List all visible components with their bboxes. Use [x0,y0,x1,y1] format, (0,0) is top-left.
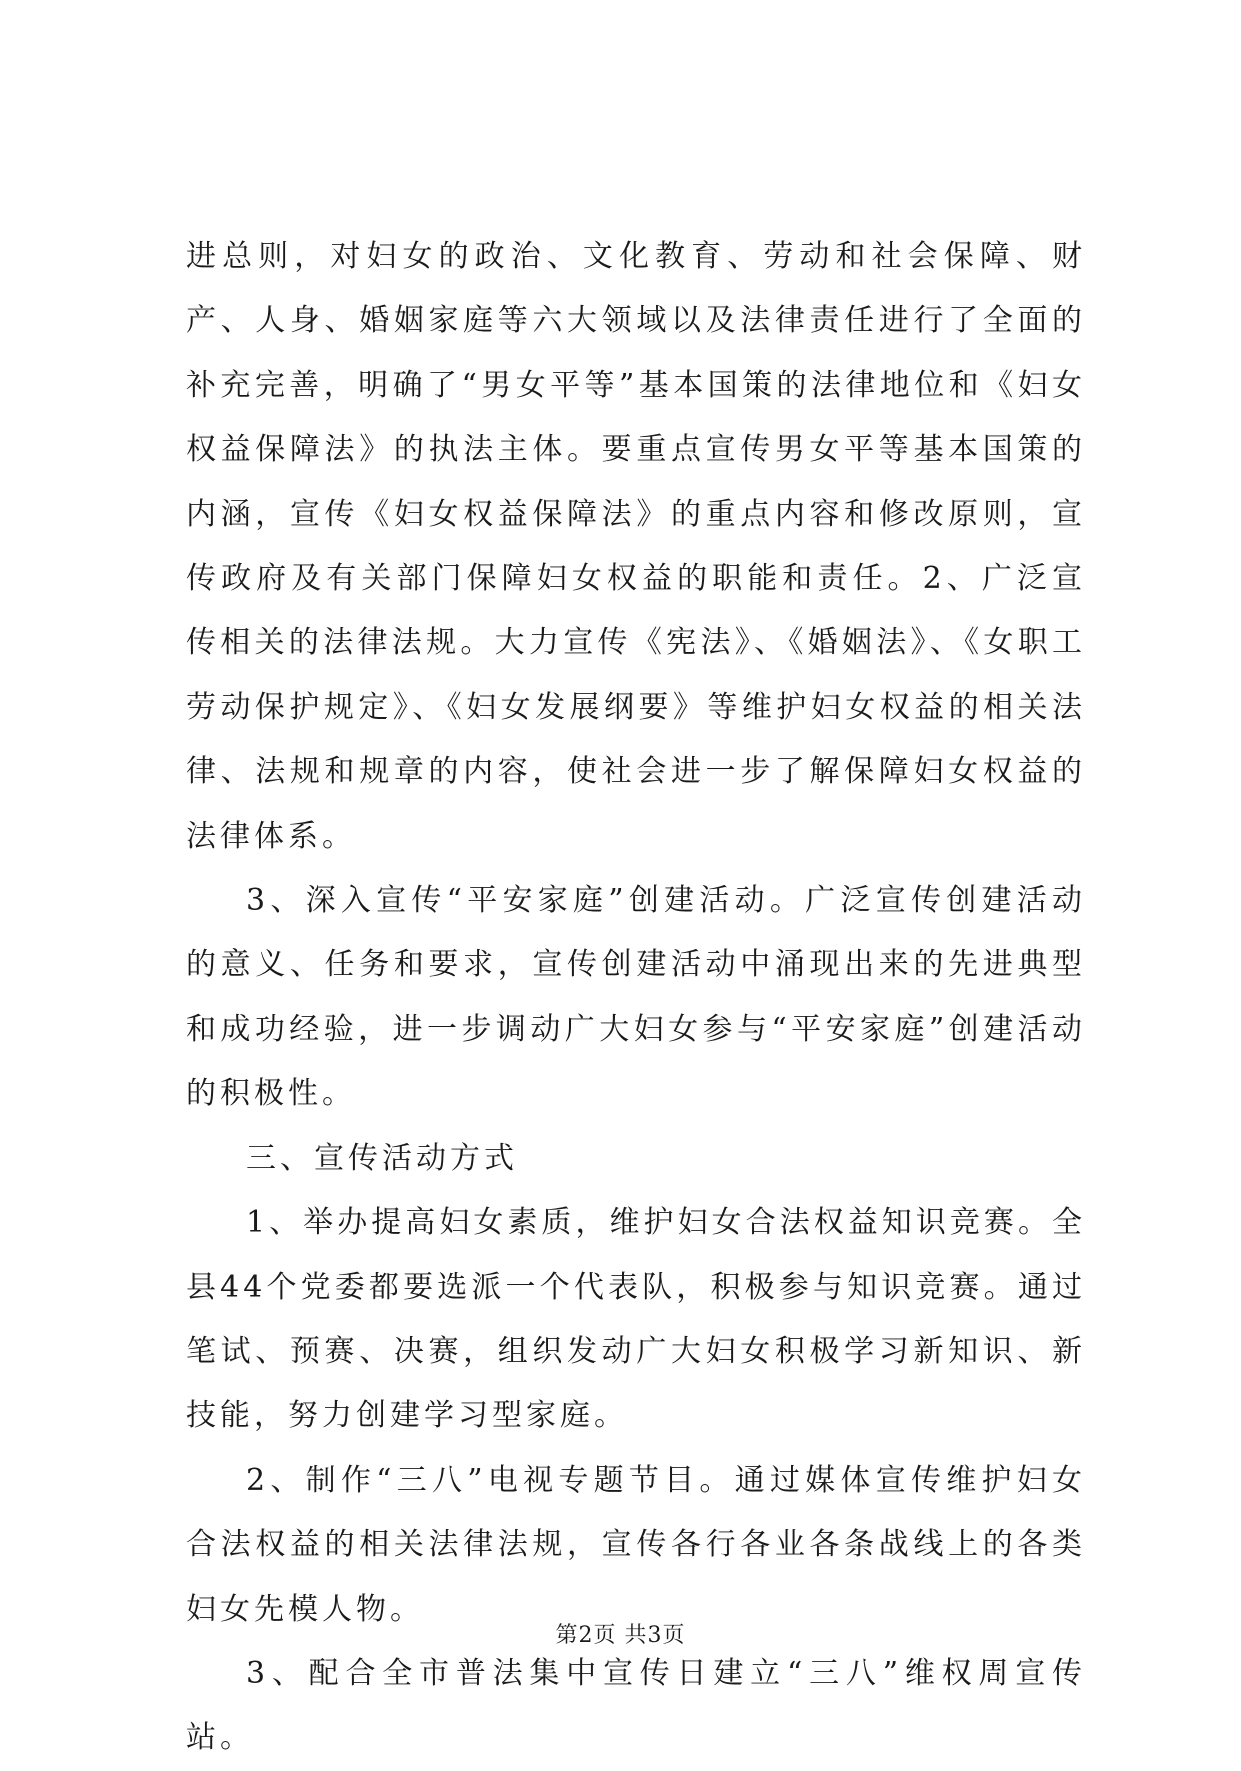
paragraph-method-2: 2、制作“三八”电视专题节目。通过媒体宣传维护妇女合法权益的相关法律法规，宣传各行各业各条战线上的各类妇女先模人物。 [186,1462,1086,1627]
section-heading: 三、宣传活动方式 [246,1140,518,1176]
paragraph-item-3: 3、深入宣传“平安家庭”创建活动。广泛宣传创建活动的意义、任务和要求，宣传创建活动中涌现出来的先进典型和成功经验，进一步调动广大妇女参与“平安家庭”创建活动的积极性。 [186,883,1086,1112]
paragraph-method-1: 1、举办提高妇女素质，维护妇女合法权益知识竞赛。全县44个党委都要选派一个代表队，积极参与知识竞赛。通过笔试、预赛、决赛，组织发动广大妇女积极学习新知识、新技能，努力创建学习型家庭。 [186,1205,1086,1434]
paragraph-method-3: 3、配合全市普法集中宣传日建立“三八”维权周宣传站。 [186,1655,1086,1756]
document-body [186,225,1086,1771]
paragraph-continuation: 进总则，对妇女的政治、文化教育、劳动和社会保障、财产、人身、婚姻家庭等六大领域以及法律责任进行了全面的补充完善，明确了“男女平等”基本国策的法律地位和《妇女权益保障法》的执法主体。要重点宣传男女平等基本国策的内涵，宣传《妇女权益保障法》的重点内容和修改原则，宣传政府及有关部门保障妇女权益的职能和责任。2、广泛宣传相关的法律法规。大力宣传《宪法》、《婚姻法》、《女职工劳动保护规定》、《妇女发展纲要》等维护妇女权益的相关法律、法规和规章的内容，使社会进一步了解保障妇女权益的法律体系。 [186,239,1086,854]
page-number-footer: 第2页 共3页 [555,1623,686,1648]
